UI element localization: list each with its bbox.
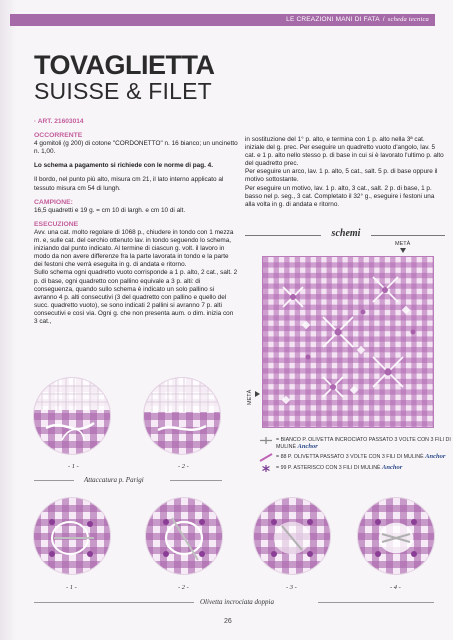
page-subtitle: SUISSE & FILET <box>34 78 212 104</box>
schemi-divider <box>245 228 445 242</box>
embroidery-chart <box>262 256 434 428</box>
legend-item-bianco <box>258 436 453 450</box>
arrow-down-icon <box>400 248 406 253</box>
photo-olivetta-4 <box>358 498 434 574</box>
legend-text-bianco: = BIANCO P. OLIVETTA INCROCIATO PASSATO 3 VOLTE CON 3 FILI DI MULINÈ <box>276 437 451 450</box>
group-caption-olivetta: Olivetta incrociata doppia <box>200 598 275 606</box>
magazine-name: LE CREAZIONI MANI DI FATA <box>286 16 380 23</box>
filet-lace <box>144 378 220 412</box>
olivetta-icon <box>258 453 278 462</box>
asterisk-stitch <box>335 329 342 336</box>
photo-olivetta-3 <box>254 498 330 574</box>
header-section: scheda tecnica <box>387 16 429 23</box>
article-code: · ART. 21603014 <box>34 118 84 125</box>
esecuzione-text-1: Avv. una cat. molto regolare di 1068 p., chiudere in tondo con 1 mezza m. e, sulle cat. del cerchio ottenuto lav. in tondo seguendo lo schema, iniziando dal punto indicato. Al termine di ciascun g. volt. il lavoro in modo da non avere differenze fra la parte lavorata in tondo e la parte dei festoni che verrà eseguita in g. di andata e ritorno. <box>34 228 234 269</box>
photo-olivetta-2 <box>146 498 222 574</box>
legend-item-88 <box>258 453 453 464</box>
legend-text-99: = 99 P. ASTERISCO CON 3 FILI DI MULINÈ <box>276 465 381 471</box>
caption-row1-1: - 1 - <box>68 463 79 470</box>
asterisk-stitch <box>382 287 388 293</box>
arrow-right-icon <box>255 391 260 397</box>
caption-rule <box>34 602 194 603</box>
meta-top-label: METÀ <box>395 241 411 247</box>
anchor-logo: Anchor <box>425 453 446 460</box>
schemi-label: schemi <box>321 228 371 242</box>
campione-text: 16,5 quadretti e 19 g. = cm 10 di largh. e cm 10 di alt. <box>34 206 186 214</box>
asterisk-stitch <box>306 355 311 360</box>
photo-parigi-2 <box>144 378 220 454</box>
caption-row2-1: - 1 - <box>66 584 77 591</box>
legend-item-99 <box>258 464 453 475</box>
thread <box>158 426 206 430</box>
group-caption-parigi: Attaccatura p. Parigi <box>84 476 144 484</box>
chart-motifs <box>263 257 433 427</box>
campione-heading: CAMPIONE: <box>34 198 73 206</box>
caption-row2-3: - 3 - <box>286 584 297 591</box>
olivetta-stitch <box>302 321 310 329</box>
right-text-column <box>245 136 445 209</box>
caption-row2-2: - 2 - <box>178 584 189 591</box>
olivetta-stitch <box>402 306 410 314</box>
caption-rule <box>34 480 74 481</box>
right-text-1: in sostituzione del 1° p. alto, e termina con 1 p. alto nella 3ª cat. iniziale del g. prec. Per eseguire un quadretto vuoto d'angolo, lav. 5 cat. e 1 p. alto nello stesso p. di base in cui si è lavorato l'ultimo p. alto del quadretto prec. <box>245 136 444 168</box>
esecuzione-text-2: Sullo schema ogni quadretto vuoto corrisponde a 1 p. alto, 2 cat., salt. 2 p. di base, ogni quadretto con pallino equivale a 3 p. alti: di conseguenza, quando sullo schema è indicato un solo pallino si avranno 4 p. alti consecutivi (3 del quadretto con pallino e quello del succ. quadretto vuoto), se sono indicati 2 pallini si avranno 7 p. alti consecutivi e così via. Ogni g. che non presenta aum. o dim. inizia con 3 cat., <box>34 269 238 325</box>
esecuzione-heading: ESECUZIONE <box>34 220 79 228</box>
header-separator: / <box>382 16 385 23</box>
photo-parigi-1 <box>34 378 110 454</box>
cross-olivetta-icon <box>258 436 278 445</box>
caption-rule <box>318 602 434 603</box>
stitch-legend <box>258 436 453 475</box>
right-text-2: Per eseguire un arco, lav. 1 p. alto, 5 cat., salt. 5 p. di base oppure il motivo sottostante. <box>245 168 438 184</box>
meta-left-label: METÀ <box>247 389 253 405</box>
caption-row2-4: - 4 - <box>390 584 401 591</box>
asterisk-stitch <box>361 310 366 315</box>
anchor-logo: Anchor <box>382 464 403 471</box>
page-title: TOVAGLIETTA <box>34 50 215 80</box>
left-text-column <box>34 118 238 326</box>
asterisk-stitch <box>385 369 392 376</box>
legend-text-88: = 88 P. OLIVETTA PASSATO 3 VOLTE CON 3 FILI DI MULINÈ <box>276 454 424 460</box>
olivetta-stitch <box>357 346 365 354</box>
thread <box>46 423 94 429</box>
olivetta-stitch <box>350 386 358 394</box>
occorrente-heading: OCCORRENTE <box>34 132 83 140</box>
asterisk-icon <box>258 464 278 473</box>
caption-rule <box>170 480 222 481</box>
asterisk-stitch <box>290 294 296 300</box>
asterisk-stitch <box>330 384 336 390</box>
caption-row1-2: - 2 - <box>178 463 189 470</box>
right-text-3: Per eseguire un motivo, lav. 1 p. alto, 3 cat., salt. 2 p. di base, 1 p. basso nel p. seg., 3 cat. Completato il 32° g., eseguire i festoni una alla volta in g. di andata e ritorno. <box>245 184 435 208</box>
photo-olivetta-1 <box>34 498 110 574</box>
occorrente-text: 4 gomitoli (g 200) di cotone "CORDONETTO" n. 16 bianco; un uncinetto n. 1,00. <box>34 140 238 156</box>
page-edge-shadow <box>0 0 16 640</box>
schema-note: Lo schema a pagamento si richiede con le norme di pag. 4. <box>34 162 213 170</box>
page-number: 26 <box>224 618 232 625</box>
page-header <box>10 14 435 26</box>
olivetta-stitch <box>282 396 290 404</box>
bordo-text: Il bordo, nel punto più alto, misura cm 21, il lato interno applicato al tessuto misura cm 54 di lungh. <box>34 176 224 192</box>
asterisk-stitch <box>411 330 416 335</box>
anchor-logo: Anchor <box>297 442 318 450</box>
